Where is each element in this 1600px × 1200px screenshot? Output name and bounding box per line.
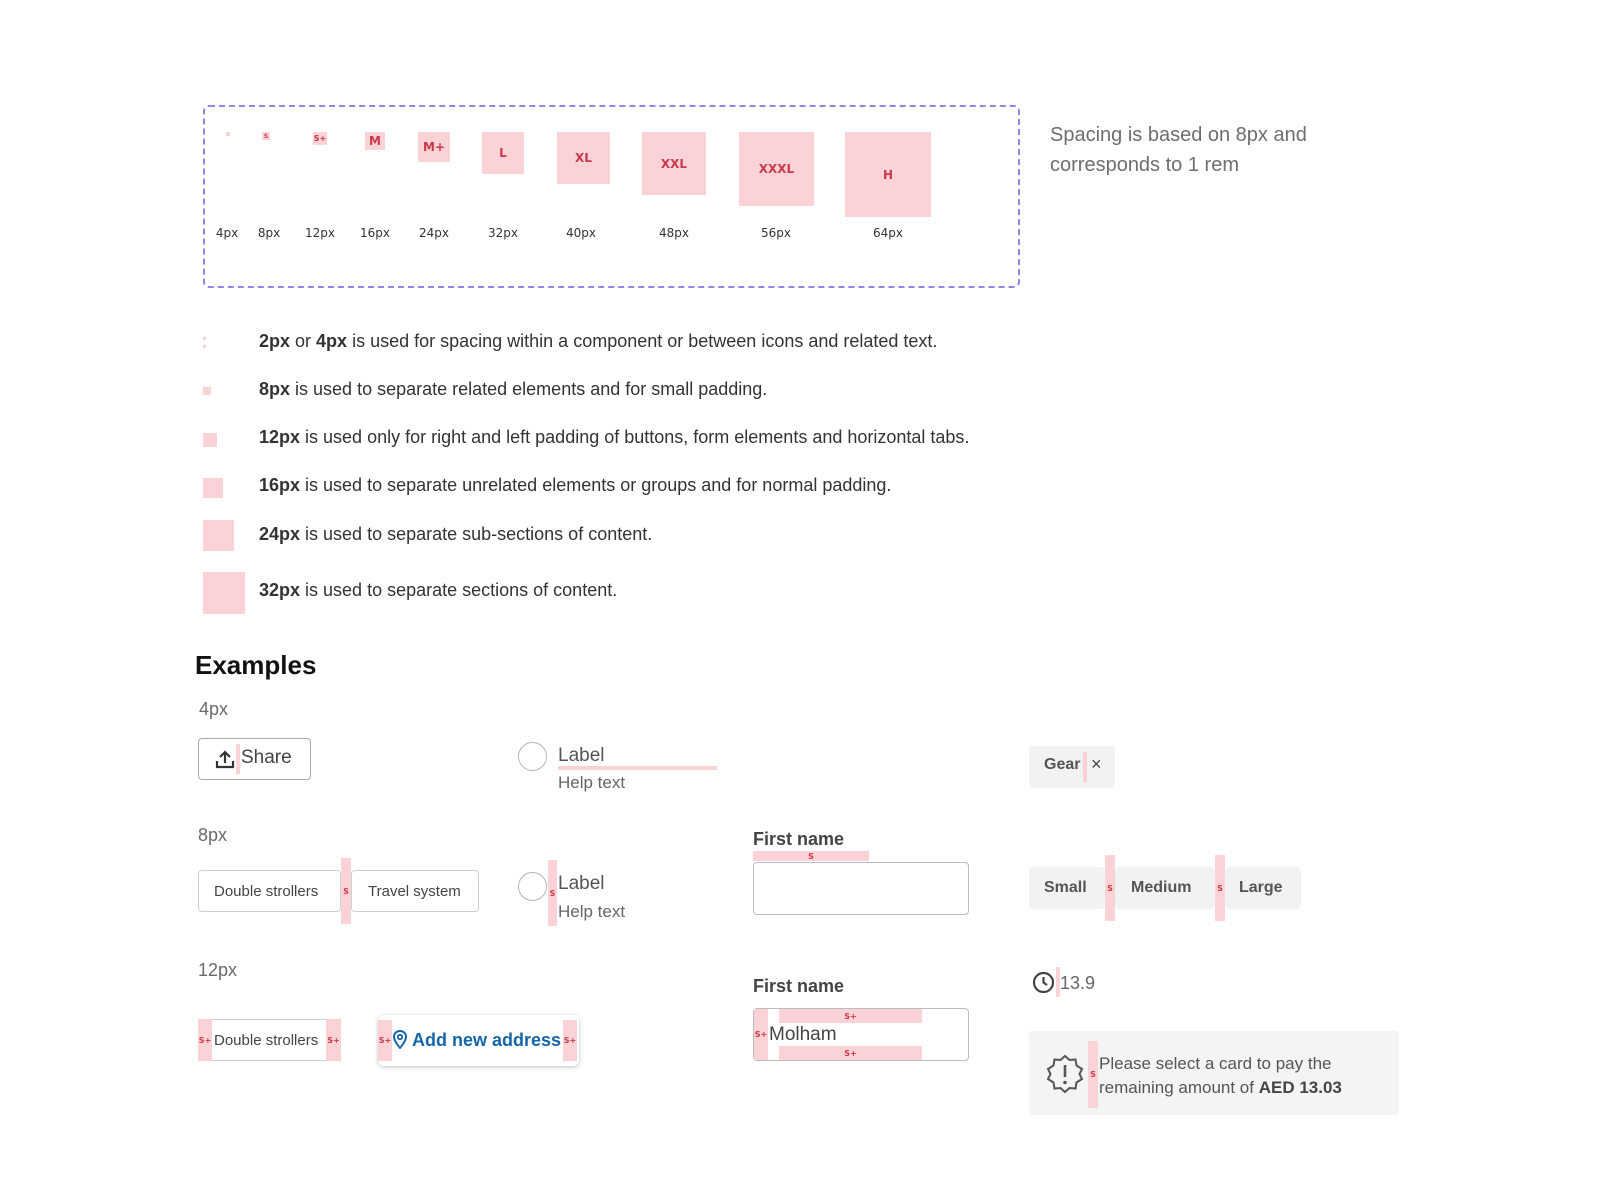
usage-swatch-2-4px — [203, 345, 206, 348]
spacing-marker: S+ — [378, 1020, 392, 1061]
scale-swatch-64px: H — [845, 132, 931, 217]
first-name-value: Molham — [769, 1024, 837, 1045]
share-label: Share — [241, 747, 292, 768]
first-name-label: First name — [753, 976, 845, 996]
scale-label: 12px — [305, 226, 335, 240]
scale-swatch-24px: M+ — [418, 132, 450, 162]
usage-swatch-2-4px — [203, 337, 206, 340]
spacing-marker: S+ — [779, 1009, 922, 1023]
scale-label: 8px — [257, 226, 281, 240]
usage-text-24px: 24px is used to separate sub-sections of content. — [259, 524, 653, 544]
scale-swatch-48px: XXL — [642, 132, 706, 195]
scale-swatch-12px: S+ — [313, 134, 327, 143]
scale-label: 24px — [419, 226, 449, 240]
scale-swatch-4px — [226, 132, 230, 136]
usage-text-12px: 12px is used only for right and left padding of buttons, form elements and horizontal tabs. — [259, 427, 970, 447]
scale-label: 48px — [659, 226, 689, 240]
scale-label: 40px — [566, 226, 596, 240]
usage-swatch-32px — [203, 572, 245, 614]
spacing-marker: S+ — [198, 1019, 212, 1061]
double-strollers-label: Double strollers — [214, 1032, 319, 1049]
section-label-12px: 12px — [198, 960, 238, 980]
spacing-marker: S — [753, 851, 869, 861]
close-icon[interactable]: × — [1091, 754, 1102, 774]
add-address-label: Add new address — [412, 1030, 562, 1050]
spacing-marker — [1083, 752, 1087, 782]
scale-label: 64px — [873, 226, 903, 240]
radio-button[interactable] — [518, 742, 547, 771]
spacing-marker: S+ — [563, 1020, 577, 1061]
scale-swatch-40px: XL — [557, 132, 610, 184]
gear-chip-label: Gear — [1044, 756, 1081, 773]
time-value: 13.9 — [1060, 973, 1096, 993]
usage-swatch-24px — [203, 520, 234, 551]
travel-system-label: Travel system — [368, 883, 461, 900]
location-pin-icon — [393, 1030, 407, 1049]
usage-swatch-8px — [203, 387, 211, 395]
section-label-8px: 8px — [198, 825, 228, 845]
spacing-marker: S — [1105, 855, 1115, 921]
spacing-marker: S+ — [779, 1046, 922, 1060]
usage-swatch-12px — [203, 433, 217, 447]
spacing-marker: S+ — [754, 1009, 768, 1060]
spacing-marker: S — [1088, 1041, 1098, 1108]
size-large-label: Large — [1239, 879, 1283, 896]
scale-note: Spacing is based on 8px and corresponds to 1 rem — [1050, 124, 1307, 176]
spacing-marker — [236, 744, 240, 774]
spacing-marker: S+ — [326, 1019, 341, 1061]
first-name-input[interactable] — [753, 862, 969, 915]
scale-swatch-8px: S — [263, 132, 269, 140]
examples-heading: Examples — [195, 650, 317, 680]
help-text: Help text — [558, 773, 626, 792]
radio-label: Label — [558, 745, 605, 766]
scale-label: 56px — [761, 226, 791, 240]
double-strollers-label: Double strollers — [214, 883, 319, 900]
spacing-marker: S — [548, 860, 557, 926]
scale-label: 4px — [215, 226, 239, 240]
scale-label: 32px — [488, 226, 518, 240]
scale-swatch-56px: XXXL — [739, 132, 814, 206]
usage-text-8px: 8px is used to separate related elements and for small padding. — [259, 379, 768, 399]
warning-badge-icon — [1045, 1054, 1085, 1094]
radio-button[interactable] — [518, 872, 547, 901]
spacing-marker: S — [341, 858, 351, 924]
usage-swatch-16px — [203, 478, 223, 498]
scale-swatch-32px: L — [482, 132, 524, 174]
spacing-marker: S — [1215, 855, 1225, 921]
scale-label: 16px — [360, 226, 390, 240]
scale-swatch-16px: M — [365, 132, 385, 150]
radio-label: Label — [558, 873, 605, 894]
usage-text-2-4px: 2px or 4px is used for spacing within a component or between icons and related text. — [259, 331, 938, 351]
clock-icon — [1032, 971, 1055, 994]
spacing-marker — [558, 766, 717, 770]
size-medium-label: Medium — [1131, 879, 1192, 896]
size-small-label: Small — [1044, 879, 1087, 896]
alert-message: Please select a card to pay the remaining amount of AED 13.03 — [1099, 1054, 1342, 1097]
usage-text-32px: 32px is used to separate sections of content. — [259, 580, 618, 600]
usage-text-16px: 16px is used to separate unrelated elements or groups and for normal padding. — [259, 475, 892, 495]
section-label-4px: 4px — [199, 699, 229, 719]
first-name-label: First name — [753, 829, 845, 849]
help-text: Help text — [558, 902, 626, 921]
upload-icon — [214, 749, 236, 769]
